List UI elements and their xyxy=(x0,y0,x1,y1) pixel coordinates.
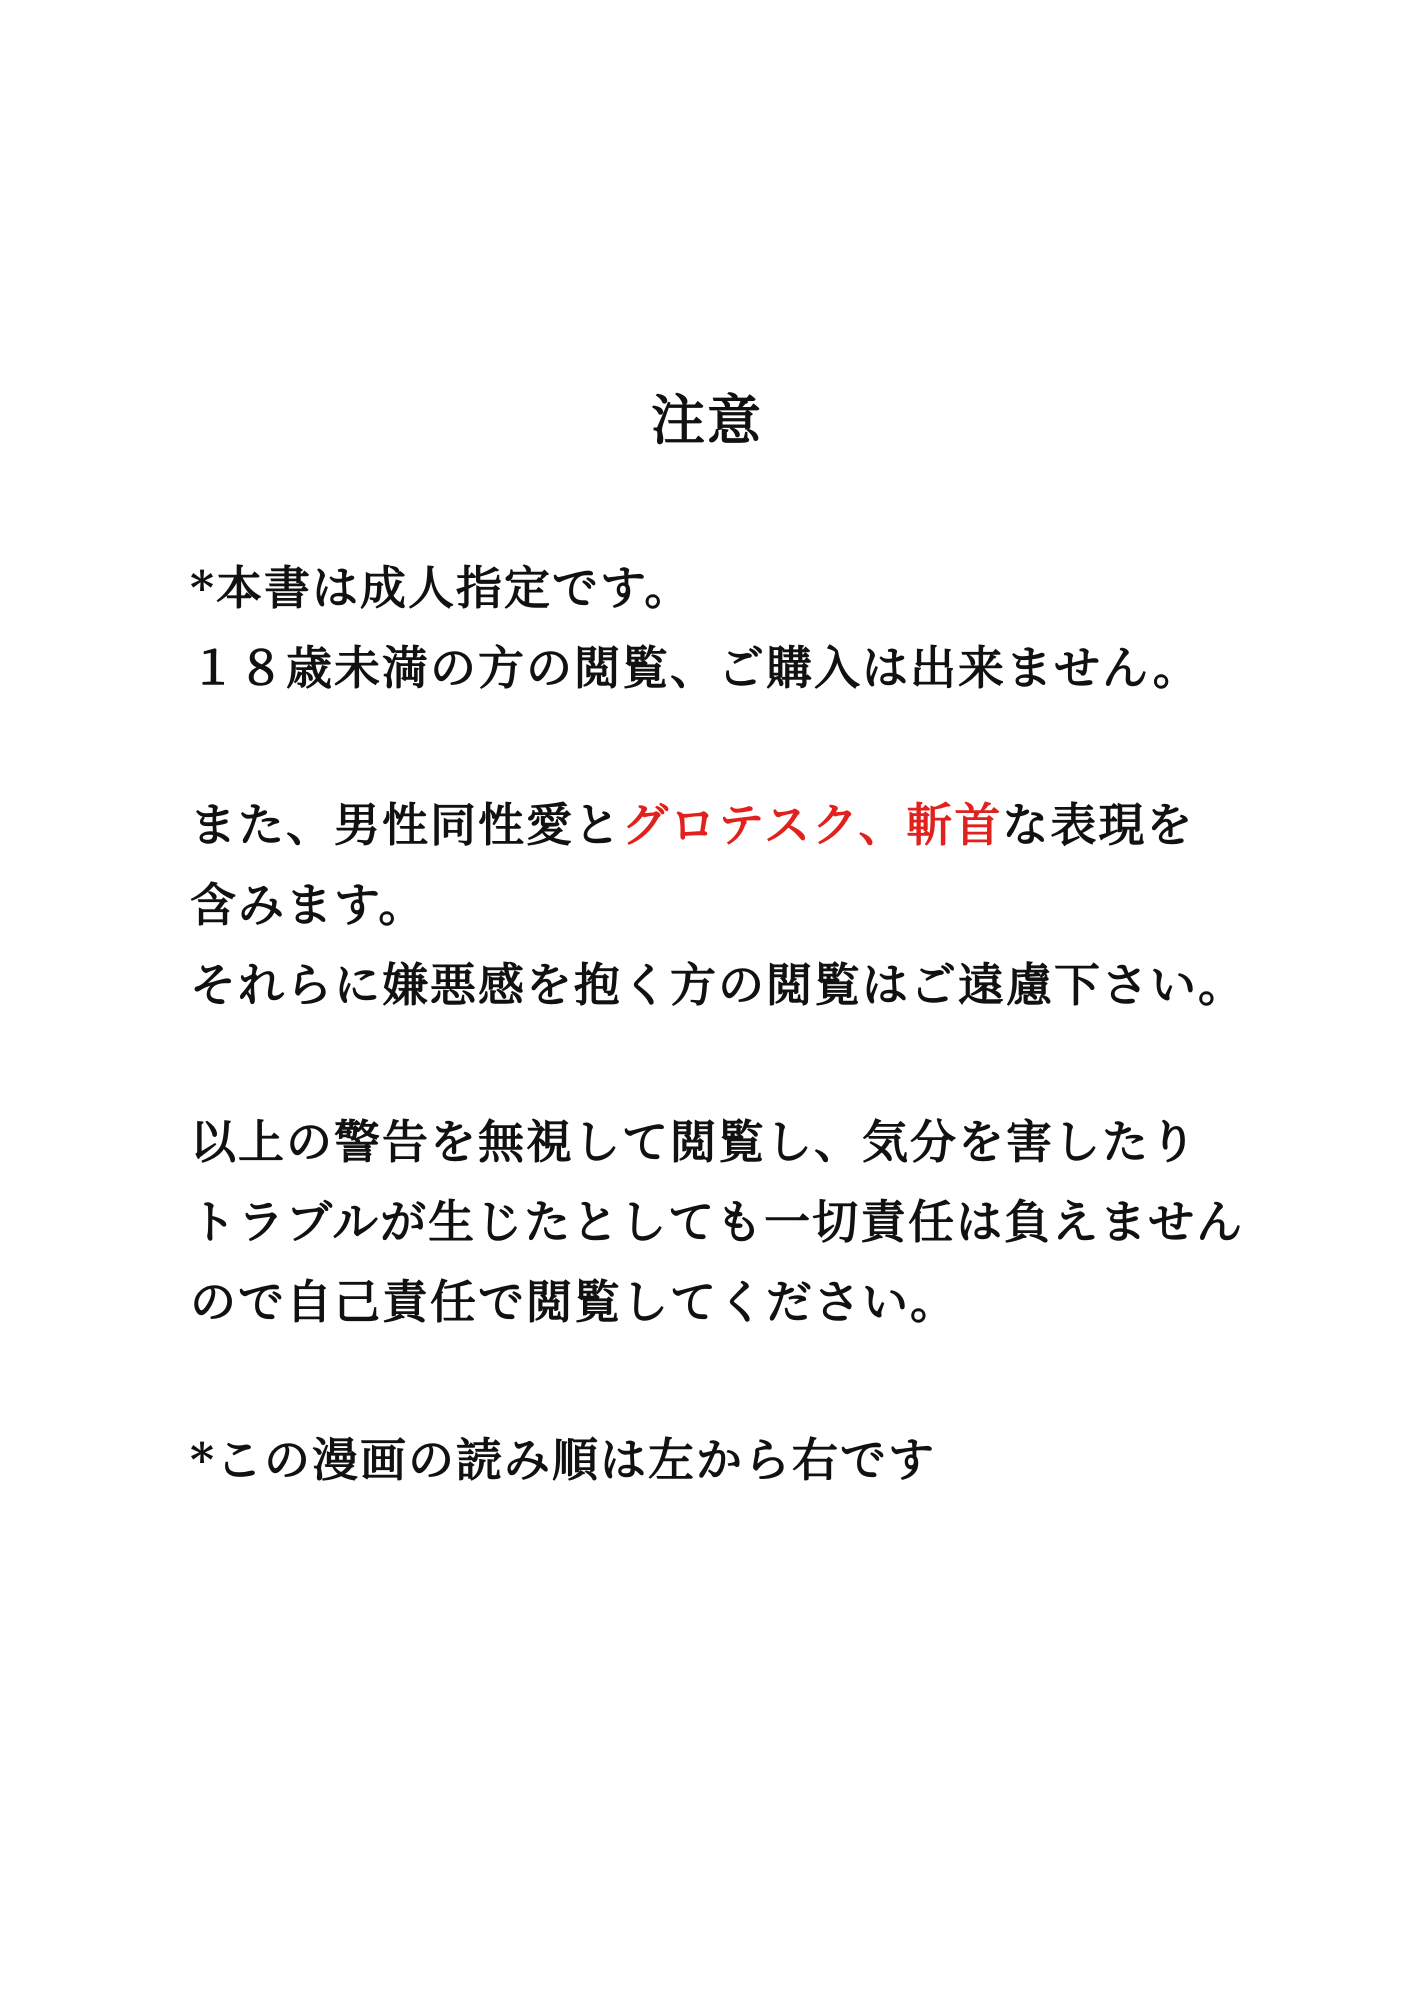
content-warning-suffix: な表現を xyxy=(1002,798,1195,852)
content-warning-highlight: グロテスク、斬首 xyxy=(622,798,1003,852)
page-title: 注意 xyxy=(651,388,763,452)
reading-order-note: *この漫画の読み順は左から右です xyxy=(190,1433,937,1487)
disclaimer-line-3: ので自己責任で閲覧してください。 xyxy=(190,1275,958,1329)
adult-notice-line: *本書は成人指定です。 xyxy=(190,561,693,615)
disclaimer-line-2: トラブルが生じたとしても一切責任は負えません xyxy=(190,1195,1245,1249)
discretion-line: それらに嫌悪感を抱く方の閲覧はご遠慮下さい。 xyxy=(190,958,1246,1012)
content-warning-line-2: 含みます。 xyxy=(190,878,427,932)
disclaimer-line-1: 以上の警告を無視して閲覧し、気分を害したり xyxy=(190,1115,1198,1169)
content-warning-line xyxy=(190,795,1194,855)
content-warning-prefix: また、男性同性愛と xyxy=(190,798,622,852)
age-restriction-line: １８歳未満の方の閲覧、ご購入は出来ません。 xyxy=(190,641,1201,695)
